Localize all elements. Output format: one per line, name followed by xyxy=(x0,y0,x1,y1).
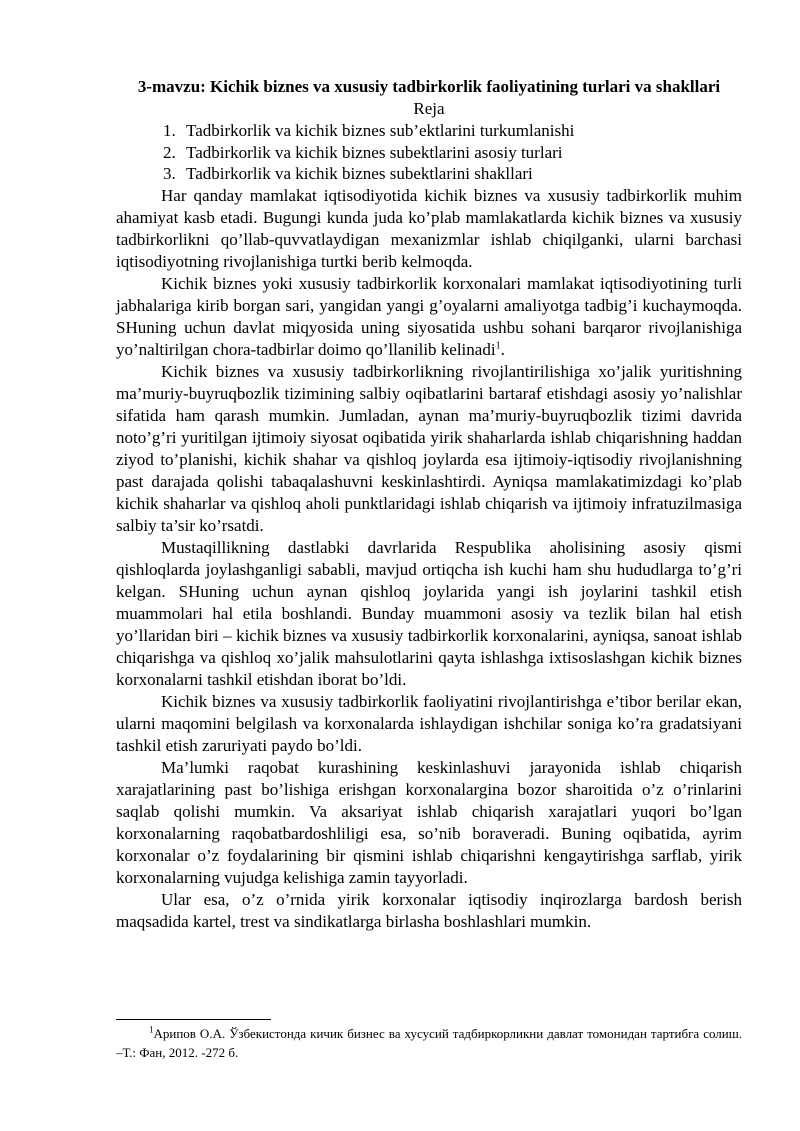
paragraph: Mustaqillikning dastlabki davrlarida Respublika aholisining asosiy qismi qishloqlarda joylashganligi sababli, mavjud ortiqcha ish kuchi ham shu hududlarga to’g’ri kelgan. SHuning uchun aynan qishloq joylarida yangi ish joylarini tashkil etish muammolari hal etila boshlandi. Bunday muammoni asosiy va tezlik bilan hal etish yo’llaridan biri – kichik biznes va xususiy tadbirkorlik korxonalarini, ayniqsa, sanoat ishlab chiqarishga va qishloq xo’jalik mahsulotlarini qayta ishlashga ixtisoslashgan kichik biznes korxonalarni tashkil etishdan iborat bo’ldi. xyxy=(116,537,742,689)
plan-list xyxy=(116,120,742,185)
plan-heading: Reja xyxy=(413,99,445,118)
plan-item-number: 1. xyxy=(163,121,176,140)
paragraph: Ma’lumki raqobat kurashining keskinlashuvi jarayonida ishlab chiqarish xarajatlarining past bo’lishiga erishgan korxonalargina bozor sharoitida o’z o’rinlarini saqlab qolishi mumkin. Va aksariyat ishlab chiqarish xarajatlari yuqori bo’lgan korxonalarning raqobatbardoshliligi esa, so’nib boraveradi. Buning oqibatida, ayrim korxonalar o’z foydalarining bir qismini ishlab chiqarishni kengaytirishga sarflab, yirik korxonalarning vujudga kelishiga zamin tayyorladi. xyxy=(116,757,742,887)
plan-item-text: Tadbirkorlik va kichik biznes sub’ektlarini turkumlanishi xyxy=(186,121,575,140)
paragraph-end-punctuation: . xyxy=(500,339,505,359)
footnote-marker: 1 xyxy=(149,1024,154,1035)
plan-item xyxy=(116,163,742,185)
plan-item-number: 3. xyxy=(163,164,176,183)
plan-item-text: Tadbirkorlik va kichik biznes subektlarini asosiy turlari xyxy=(186,142,563,162)
paragraph: Har qanday mamlakat iqtisodiyotida kichik biznes va xususiy tadbirkorlik muhim ahamiyat kasb etadi. Bugungi kunda juda ko’plab mamlakatlarda kichik biznes va xususiy tadbirkorlikni qo’llab-quvvatlaydigan mexanizmlar ishlab chiqilganki, ularni barchasi iqtisodiyotning rivojlanishiga turtki berib kelmoqda. xyxy=(116,185,742,271)
paragraph: Kichik biznes va xususiy tadbirkorlikning rivojlantirilishiga xo’jalik yuritishning ma’muriy-buyruqbozlik tizimining salbiy oqibatlarini bartaraf etishdagi asosiy yo’nalishlar sifatida ham qarash mumkin. Jumladan, aynan ma’muriy-buyruqbozlik tizimi davrida noto’g’ri yuritilgan ijtimoiy siyosat oqibatida yirik shaharlarda ishlab chiqarishning haddan ziyod to’planishi, kichik shahar va qishloq joylarda esa ijtimoiy-iqtisodiy rivojlanishning past darajada qolishi tabaqalashuvni keskinlashtirdi. Ayniqsa mamlakatimizdagi ko’plab kichik shaharlar va qishloq aholi punktlaridagi ishlab chiqarish va ijtimoiy infratuzilmasiga salbiy ta’sir ko’rsatdi. xyxy=(116,361,742,535)
paragraph: Kichik biznes va xususiy tadbirkorlik faoliyatini rivojlantirishga e’tibor berilar ekan, ularni maqomini belgilash va korxonalarda ishlaydigan ishchilar soniga ko’ra gradatsiyani tashkil etish zaruriyati paydo bo’ldi. xyxy=(116,691,742,755)
footnote-reference[interactable]: 1 xyxy=(495,339,501,351)
paragraph-text: Kichik biznes yoki xususiy tadbirkorlik korxonalari mamlakat iqtisodiyotining turli jabhalariga kirib borgan sari, yangidan yangi g’oyalarni amaliyotga tadbig’i kuchaymoqda. SHuning uchun davlat miqyosida uning siyosatida ushbu sohani barqaror rivojlanishiga yo’naltirilgan chora-tadbirlar doimo qo’llanilib kelinadi xyxy=(116,273,742,359)
document-page xyxy=(116,70,742,933)
footnote-text: Арипов О.А. Ўзбекистонда кичик бизнес ва хусусий тадбиркорликни давлат томонидан тартибга солиш. –Т.: Фан, 2012. -272 б. xyxy=(116,1026,742,1060)
plan-item-number: 2. xyxy=(163,142,176,162)
paragraph xyxy=(116,273,742,361)
paragraph: Ular esa, o’z o’rnida yirik korxonalar iqtisodiy inqirozlarga bardosh berish maqsadida kartel, trest va sindikatlarga birlasha boshlashlari mumkin. xyxy=(116,889,742,931)
document-title: 3-mavzu: Kichik biznes va xususiy tadbirkorlik faoliyatining turlari va shakllari xyxy=(137,77,721,96)
plan-item xyxy=(116,142,742,164)
footnote xyxy=(116,1024,742,1062)
plan-item-text: Tadbirkorlik va kichik biznes subektlarini shakllari xyxy=(186,164,533,183)
plan-item xyxy=(116,120,742,142)
footnote-separator xyxy=(116,1019,271,1020)
